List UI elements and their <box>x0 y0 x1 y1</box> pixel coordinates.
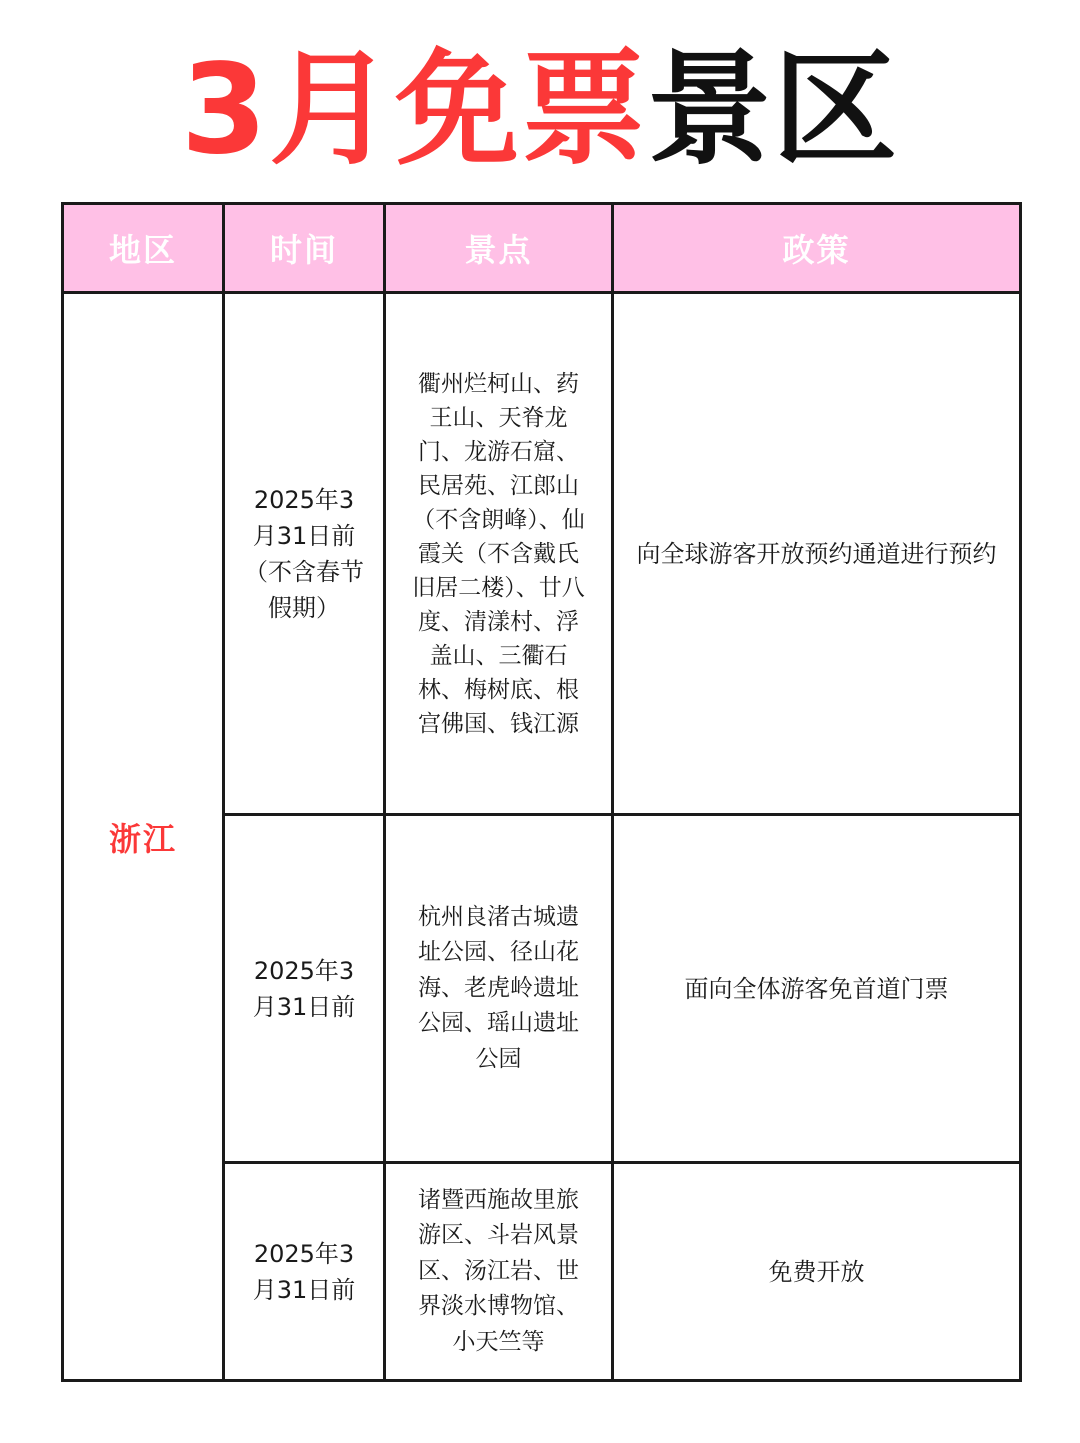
date-text: 2025年3月31日前 <box>252 1239 356 1304</box>
policy-text: 面向全体游客免首道门票 <box>684 974 949 1003</box>
spots-cell <box>385 1163 613 1381</box>
policy-text: 向全球游客开放预约通道进行预约 <box>636 539 997 568</box>
table-header-row <box>63 204 1021 293</box>
policy-cell <box>613 293 1021 815</box>
table-row <box>63 293 1021 815</box>
date-text: 2025年3月31日前 <box>252 956 356 1021</box>
spots-text: 诸暨西施故里旅游区、斗岩风景区、汤江岩、世界淡水博物馆、小天竺等 <box>418 1186 579 1355</box>
date-cell <box>224 293 385 815</box>
header-region: 地区 <box>63 204 224 293</box>
date-text: 2025年3月31日前（不含春节假期） <box>244 485 364 622</box>
spots-text: 衢州烂柯山、药王山、天脊龙门、龙游石窟、民居苑、江郎山（不含朗峰）、仙霞关（不含戴氏旧居二楼）、廿八度、清漾村、浮盖山、三衢石林、梅树底、根宫佛国、钱江源 <box>412 370 585 737</box>
spots-cell <box>385 815 613 1163</box>
policy-text: 免费开放 <box>768 1257 865 1286</box>
region-cell <box>63 293 224 1381</box>
spots-cell <box>385 293 613 815</box>
title-black-part: 景区 <box>647 38 900 182</box>
header-spots: 景点 <box>385 204 613 293</box>
page-title <box>0 40 1080 180</box>
header-time: 时间 <box>224 204 385 293</box>
spots-text: 杭州良渚古城遗址公园、径山花海、老虎岭遗址公园、瑶山遗址公园 <box>418 903 579 1072</box>
policy-cell <box>613 1163 1021 1381</box>
header-policy: 政策 <box>613 204 1021 293</box>
date-cell <box>224 815 385 1163</box>
policy-cell <box>613 815 1021 1163</box>
scenic-spots-table <box>61 202 1022 1382</box>
region-label: 浙江 <box>108 819 177 858</box>
title-red-part: 3月免票 <box>180 38 648 182</box>
date-cell <box>224 1163 385 1381</box>
